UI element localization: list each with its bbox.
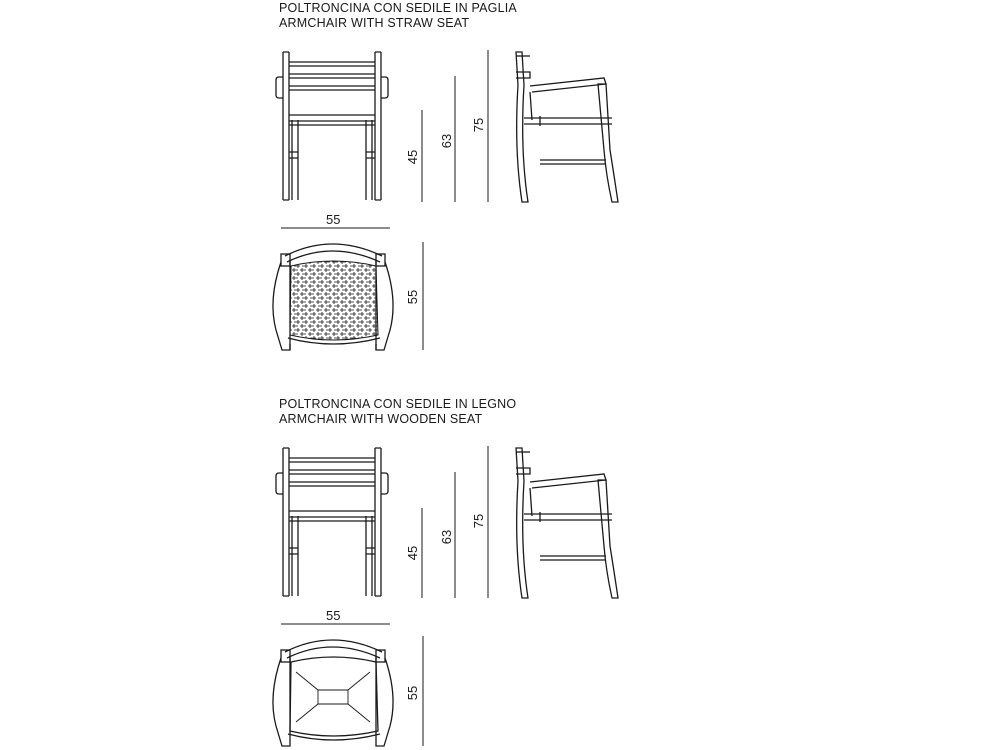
section2-dimension-lines xyxy=(281,446,488,746)
section2-seat-height-dim: 45 xyxy=(405,545,421,561)
section1-depth-dim: 55 xyxy=(405,289,421,305)
section2-top-view xyxy=(273,640,393,746)
section2-side-view xyxy=(516,448,618,598)
section2-width-dim: 55 xyxy=(326,608,341,623)
section1-title-en: ARMCHAIR WITH STRAW SEAT xyxy=(279,16,470,30)
section1-side-view xyxy=(516,52,618,202)
section1-total-height-dim: 75 xyxy=(471,117,487,133)
section1-title-it: POLTRONCINA CON SEDILE IN PAGLIA xyxy=(279,1,517,15)
section1-front-view xyxy=(276,52,388,200)
section1-seat-height-dim: 45 xyxy=(405,149,421,165)
section2-title-en: ARMCHAIR WITH WOODEN SEAT xyxy=(279,412,483,426)
section2-depth-dim: 55 xyxy=(405,685,421,701)
section1-width-dim: 55 xyxy=(326,212,341,227)
section2-title-it: POLTRONCINA CON SEDILE IN LEGNO xyxy=(279,397,517,411)
section1-top-view xyxy=(273,244,393,350)
section2-total-height-dim: 75 xyxy=(471,513,487,529)
section1-arm-height-dim: 63 xyxy=(439,133,455,149)
section2-front-view xyxy=(276,448,388,596)
section2-arm-height-dim: 63 xyxy=(439,529,455,545)
